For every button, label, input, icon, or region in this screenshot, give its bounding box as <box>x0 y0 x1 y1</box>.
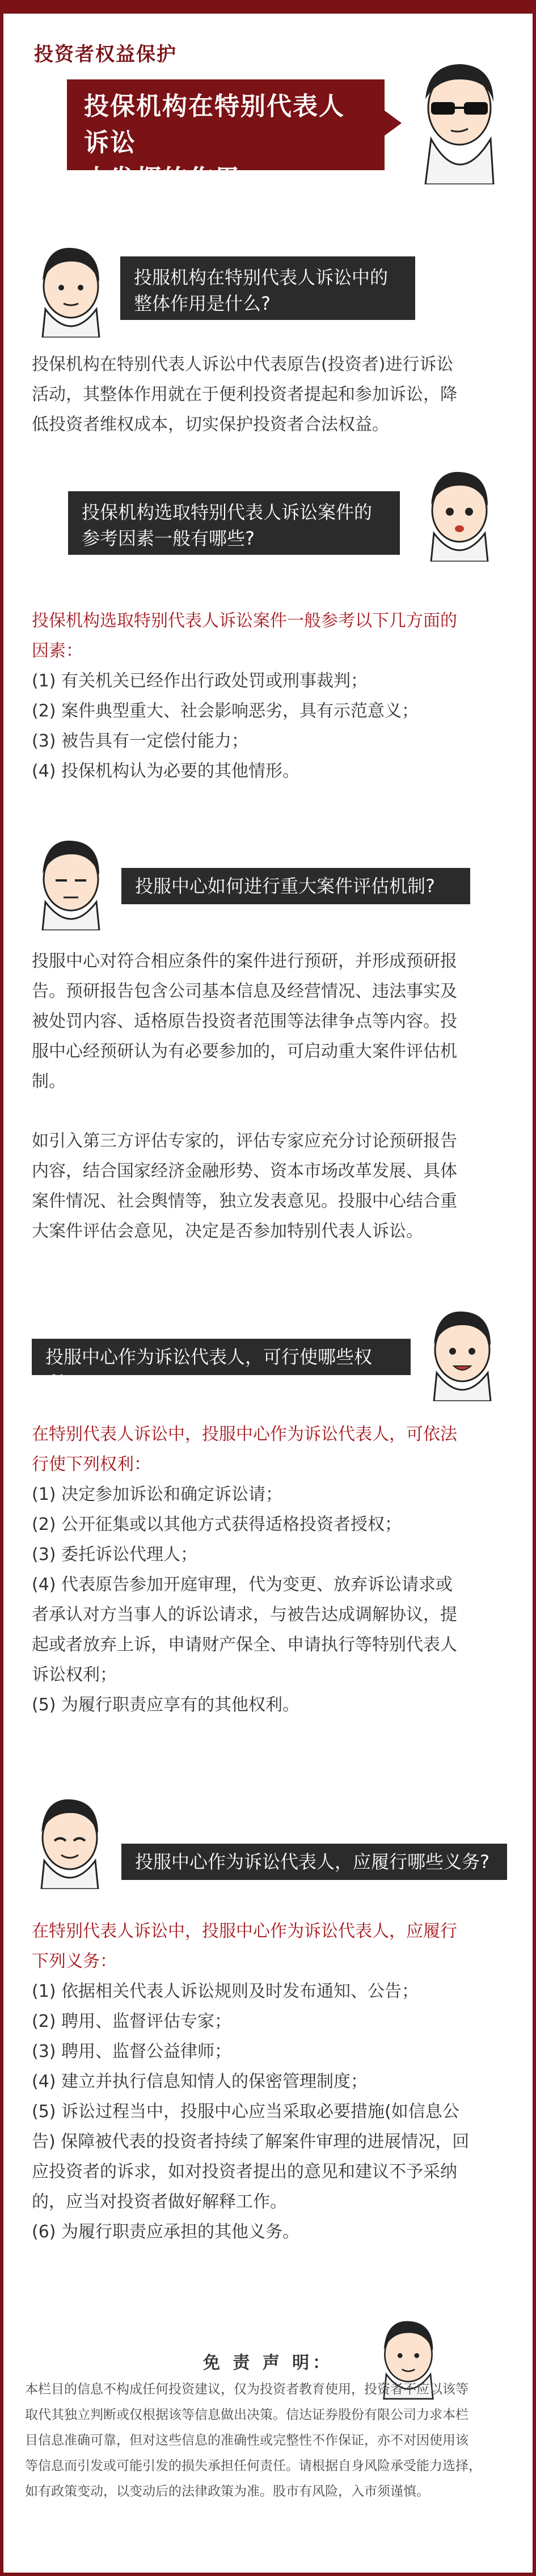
page-title <box>67 79 385 193</box>
list-item: 者承认对方当事人的诉讼请求，与被告达成调解协议，提 <box>32 1605 457 1625</box>
answer-2 <box>32 606 506 786</box>
answer-3-line: 案件情况、社会舆情等，独立发表意见。投服中心结合重 <box>32 1191 457 1211</box>
list-item: (3) 委托诉讼代理人； <box>32 1545 198 1565</box>
disclaimer-title: 免 责 声 明： <box>202 2353 334 2373</box>
answer-4 <box>32 1419 506 1720</box>
question-4-bubble <box>32 1339 411 1394</box>
answer-3-line: 被处罚内容、适格原告投资者范围等法律争点等内容。投 <box>32 1011 457 1031</box>
question-1-bubble <box>120 256 415 320</box>
answer-3-line: 如引入第三方评估专家的，评估专家应充分讨论预研报告 <box>32 1131 457 1151</box>
cartoon-avatar-icon <box>28 834 113 930</box>
cartoon-avatar-icon <box>28 241 113 338</box>
question-5-line-1: 投服中心作为诉讼代表人，应履行哪些义务? <box>135 1851 489 1873</box>
list-item: (2) 聘用、监督评估专家； <box>32 2012 232 2031</box>
cartoon-avatar-icon <box>420 1305 505 1401</box>
list-item: 的，应当对投资者做好解释工作。 <box>32 2192 287 2212</box>
answer-4-lead: 在特别代表人诉讼中，投服中心作为诉讼代表人，可依法 <box>32 1424 457 1444</box>
list-item: (1) 决定参加诉讼和确定诉讼请； <box>32 1485 283 1504</box>
question-5-bubble <box>121 1844 507 1880</box>
section-tag: 投资者权益保护 <box>34 43 177 66</box>
list-item: 诉讼权利； <box>32 1665 117 1685</box>
question-4-line-1: 投服中心作为诉讼代表人，可行使哪些权利? <box>45 1346 373 1394</box>
list-item: (3) 聘用、监督公益律师； <box>32 2042 232 2061</box>
question-2-line-1: 投保机构选取特别代表人诉讼案件的 <box>82 501 373 523</box>
list-item: (2) 公开征集或以其他方式获得适格投资者授权； <box>32 1515 402 1534</box>
question-2-line-2: 参考因素一般有哪些? <box>82 528 255 549</box>
list-item: (4) 投保机构认为必要的其他情形。 <box>32 761 300 781</box>
cartoon-avatar-icon <box>27 1793 112 1889</box>
answer-3-line: 制。 <box>32 1072 66 1091</box>
list-item: (3) 被告具有一定偿付能力； <box>32 731 249 751</box>
disclaimer-line: 目信息准确可靠，但对这些信息的准确性或完整性不作保证，亦不对因使用该 <box>25 2433 469 2448</box>
list-item: (5) 为履行职责应享有的其他权利。 <box>32 1695 300 1715</box>
disclaimer-text <box>25 2377 513 2505</box>
answer-3-line: 服中心经预研认为有必要参加的，可启动重大案件评估机 <box>32 1042 457 1061</box>
title-line-2: 中发挥的作用 <box>84 165 240 193</box>
answer-3-paragraph-2 <box>32 1126 506 1246</box>
list-item: (4) 代表原告参加开庭审理，代为变更、放弃诉讼请求或 <box>32 1575 453 1595</box>
answer-5-lead: 在特别代表人诉讼中，投服中心作为诉讼代表人，应履行 <box>32 1921 457 1941</box>
question-3-bubble <box>121 868 470 904</box>
question-1-line-2: 整体作用是什么? <box>134 293 271 314</box>
answer-3-line: 投服中心对符合相应条件的案件进行预研，并形成预研报 <box>32 951 457 971</box>
question-2-bubble <box>68 491 400 555</box>
list-item: 起或者放弃上诉，申请财产保全、申请执行等特别代表人 <box>32 1635 457 1655</box>
answer-1-line: 低投资者维权成本，切实保护投资者合法权益。 <box>32 415 389 435</box>
answer-2-lead: 投保机构选取特别代表人诉讼案件一般参考以下几方面的 <box>32 611 457 631</box>
answer-3-line: 内容，结合国家经济金融形势、资本市场改革发展、具体 <box>32 1161 457 1181</box>
cartoon-avatar-sunglasses-icon <box>408 54 510 184</box>
list-item: (4) 建立并执行信息知情人的保密管理制度； <box>32 2072 368 2092</box>
disclaimer-line: 如有政策变动，以变动后的法律政策为准。股市有风险，入市须谨慎。 <box>25 2484 429 2499</box>
list-item: (2) 案件典型重大、社会影响恶劣，具有示范意义； <box>32 701 419 721</box>
list-item: (6) 为履行职责应承担的其他义务。 <box>32 2222 300 2242</box>
list-item: 应投资者的诉求，如对投资者提出的意见和建议不予采纳 <box>32 2162 457 2182</box>
disclaimer-line: 取代其独立判断或仅根据该等信息做出决策。信达证券股份有限公司力求本栏 <box>25 2408 469 2422</box>
disclaimer-line: 本栏目的信息不构成任何投资建议，仅为投资者教育使用，投资者不应以该等 <box>25 2382 469 2397</box>
list-item: (5) 诉讼过程当中，投服中心应当采取必要措施(如信息公 <box>32 2102 459 2122</box>
answer-5-lead: 下列义务： <box>32 1951 117 1971</box>
answer-1 <box>32 349 506 440</box>
answer-4-lead: 行使下列权利： <box>32 1454 151 1474</box>
answer-3-paragraph-1 <box>32 946 506 1097</box>
answer-5 <box>32 1916 506 2247</box>
title-line-1: 投保机构在特别代表人诉讼 <box>84 92 345 157</box>
question-1-line-1: 投服机构在特别代表人诉讼中的 <box>134 267 389 288</box>
list-item: (1) 依据相关代表人诉讼规则及时发布通知、公告； <box>32 1981 419 2001</box>
answer-2-lead: 因素： <box>32 641 83 661</box>
disclaimer-line: 等信息而引发或可能引发的损失承担任何责任。请根据自身风险承受能力选择， <box>25 2459 482 2473</box>
answer-3-line: 大案件评估会意见，决定是否参加特别代表人诉讼。 <box>32 1221 423 1241</box>
answer-1-line: 投保机构在特别代表人诉讼中代表原告(投资者)进行诉讼 <box>32 355 454 374</box>
list-item: (1) 有关机关已经作出行政处罚或刑事裁判； <box>32 671 368 691</box>
cartoon-avatar-icon <box>417 465 502 562</box>
question-3-line-1: 投服中心如何进行重大案件评估机制? <box>135 875 435 897</box>
list-item: 告) 保障被代表的投资者持续了解案件审理的进展情况，回 <box>32 2132 470 2152</box>
answer-1-line: 活动，其整体作用就在于便利投资者提起和参加诉讼，降 <box>32 385 457 404</box>
answer-3-line: 告。预研报告包含公司基本信息及经营情况、违法事实及 <box>32 981 457 1001</box>
